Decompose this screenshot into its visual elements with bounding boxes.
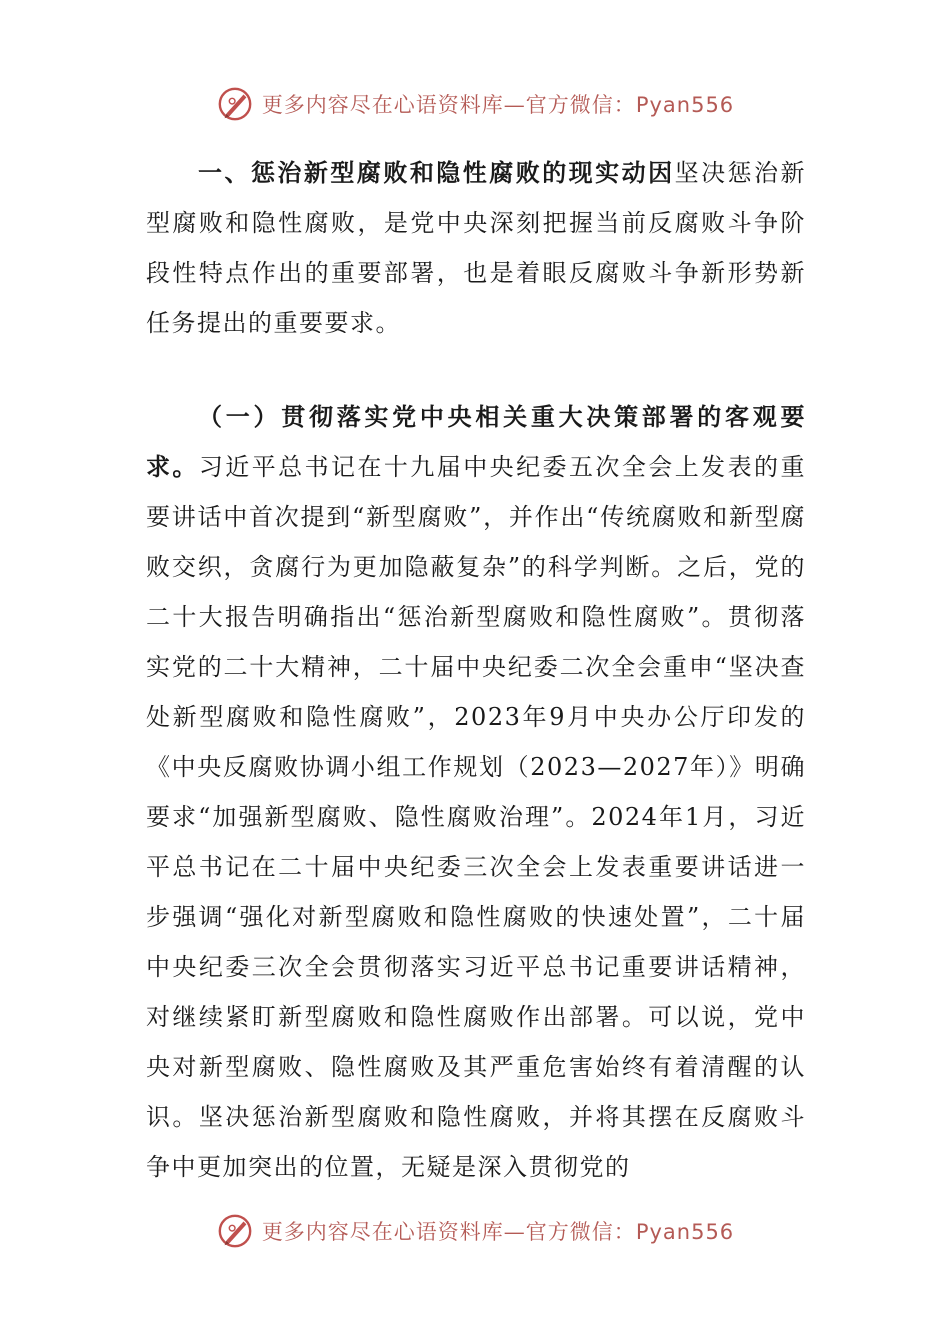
- section1-paragraph: [146, 148, 806, 348]
- pen-logo-icon: [216, 85, 254, 123]
- subsection1-body: 习近平总书记在十九届中央纪委五次全会上发表的重要讲话中首次提到“新型腐败”，并作出“传统腐败和新型腐败交织，贪腐行为更加隐蔽复杂”的科学判断。之后，党的二十大报告明确指出“惩治新型腐败和隐性腐败”。贯彻落实党的二十大精神，二十届中央纪委二次全会重申“坚决查处新型腐败和隐性腐败”，2023年9月中央办公厅印发的《中央反腐败协调小组工作规划（2023—2027年）》明确要求“加强新型腐败、隐性腐败治理”。2024年1月，习近平总书记在二十届中央纪委三次全会上发表重要讲话进一步强调“强化对新型腐败和隐性腐败的快速处置”，二十届中央纪委三次全会贯彻落实习近平总书记重要讲话精神，对继续紧盯新型腐败和隐性腐败作出部署。可以说，党中央对新型腐败、隐性腐败及其严重危害始终有着清醒的认识。坚决惩治新型腐败和隐性腐败，并将其摆在反腐败斗争中更加突出的位置，无疑是深入贯彻党的: [146, 453, 806, 1181]
- section1-body: 坚决惩治新型腐败和隐性腐败，是党中央深刻把握当前反腐败斗争阶段性特点作出的重要部署，也是着眼反腐败斗争新形势新任务提出的重要要求。: [146, 159, 807, 337]
- subsection1-paragraph: [146, 392, 806, 1192]
- section1-heading: 一、惩治新型腐败和隐性腐败的现实动因: [198, 158, 675, 187]
- footer-banner: [0, 1211, 950, 1251]
- pen-logo-icon: [216, 1212, 254, 1250]
- paragraph-gap: [146, 348, 806, 392]
- document-body: [146, 148, 806, 1192]
- subsection1-heading: （一）贯彻落实党中央相关重大决策部署的客观要求。: [146, 402, 806, 481]
- header-banner: [0, 84, 950, 124]
- banner-text: 更多内容尽在心语资料库—官方微信：: [261, 93, 636, 117]
- banner-contact: Pyan556: [635, 1220, 735, 1244]
- banner-contact: Pyan556: [635, 93, 735, 117]
- banner-text: 更多内容尽在心语资料库—官方微信：: [261, 1220, 636, 1244]
